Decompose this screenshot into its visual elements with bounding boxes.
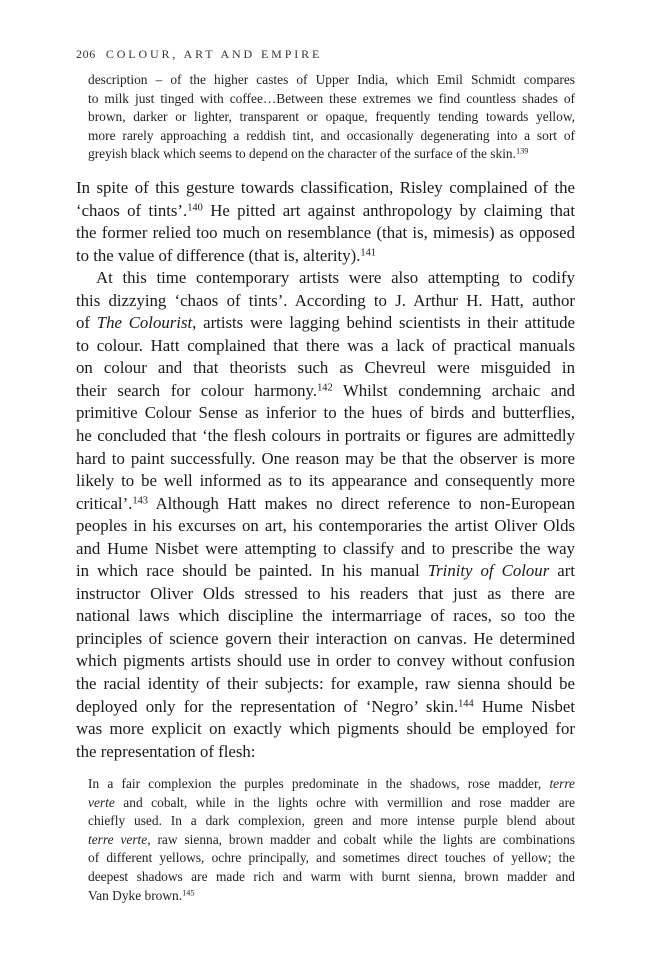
text-line <box>76 380 575 403</box>
text-line: which pigments artists should use in order to convey without confusion <box>76 651 575 671</box>
book-title: Trinity of Colour <box>427 561 550 581</box>
text-line: was more explicit on exactly which pigments should be employed for <box>76 719 575 739</box>
text-run: Although Hatt makes no direct reference to non-European <box>147 493 575 513</box>
footnote-ref: 142 <box>317 382 333 394</box>
italic-term: terre verte <box>88 831 148 847</box>
text-line: peoples in his excurses on art, his contemporaries the artist Oliver Olds <box>76 516 575 536</box>
footnote-ref: 140 <box>187 201 203 213</box>
text-line <box>76 245 575 268</box>
text-run: Van Dyke brown. <box>88 887 183 903</box>
text-run: He pitted art against anthropology by claiming that <box>202 200 575 220</box>
text-run: In a fair complexion the purples predominate in the shadows, rose madder, <box>88 776 550 791</box>
text-run: , artists were lagging behind scientists in their attitude <box>192 313 575 333</box>
quote-line: to milk just tinged with coffee…Between these extremes we find countless shades of <box>88 90 575 106</box>
text-line: the racial identity of their subjects: for example, raw sienna should be <box>76 674 575 694</box>
quote-line: of different yellows, ochre principally, and sometimes direct touches of yellow; the <box>88 850 575 866</box>
block-quote-bottom <box>88 775 575 905</box>
text-line <box>76 493 575 516</box>
paragraph <box>76 267 575 763</box>
footnote-ref: 144 <box>458 697 474 709</box>
quote-line <box>88 794 575 813</box>
text-line: instructor Oliver Olds stressed to his readers that just as there are <box>76 583 575 603</box>
text-run: deployed only for the representation of ‘Negro’ skin. <box>76 696 459 716</box>
text-line: national laws which discipline the intermarriage of races, so too the <box>76 606 575 626</box>
italic-term: terre <box>549 776 575 791</box>
text-line: likely to be well informed as to its appearance and consequently more <box>76 471 575 491</box>
footnote-ref: 141 <box>360 246 376 258</box>
quote-line: deepest shadows are made rich and warm with burnt sienna, brown madder and <box>88 868 575 884</box>
text-line: on colour and that theorists such as Chevreul were misguided in <box>76 358 575 378</box>
text-run: of <box>76 313 97 333</box>
quote-line: brown, darker or lighter, transparent or opaque, frequently tending towards yellow, <box>88 109 575 125</box>
quote-text: greyish black which seems to depend on the character of the surface of the skin. <box>88 146 516 162</box>
text-line <box>76 560 575 583</box>
running-title: COLOUR, ART AND EMPIRE <box>105 47 323 61</box>
quote-line <box>88 831 575 850</box>
text-line: hard to paint successfully. One reason may be that the observer is more <box>76 448 575 468</box>
text-run: ‘chaos of tints’. <box>76 200 188 220</box>
quote-line <box>88 145 575 164</box>
quote-line <box>88 887 575 906</box>
text-run: to the value of difference (that is, alterity). <box>76 245 361 265</box>
paragraph <box>76 177 575 267</box>
text-run: art <box>549 561 575 581</box>
text-line <box>76 696 575 719</box>
body-text <box>76 177 575 763</box>
text-run: Hume Nisbet <box>473 696 575 716</box>
block-quote-top <box>88 71 575 164</box>
text-line <box>76 312 575 335</box>
text-line: the representation of flesh: <box>76 741 256 761</box>
text-line <box>76 200 575 223</box>
quote-line: chiefly used. In a dark complexion, green and more intense purple blend about <box>88 813 575 829</box>
text-line: the former relied too much on resemblance (that is, mimesis) as opposed <box>76 223 575 243</box>
italic-term: verte <box>88 794 115 810</box>
text-run: critical’. <box>76 493 133 513</box>
text-line: primitive Colour Sense as inferior to the hues of birds and butterflies, <box>76 403 575 423</box>
text-run: Whilst condemning archaic and <box>332 380 575 400</box>
text-run: and cobalt, while in the lights ochre with vermillion and rose madder are <box>114 794 575 810</box>
text-run: their search for colour harmony. <box>76 380 318 400</box>
quote-line: description – of the higher castes of Upper India, which Emil Schmidt compares <box>88 72 575 87</box>
quote-line: more rarely approaching a reddish tint, and occasionally degenerating into a sort of <box>88 127 575 143</box>
text-line: In spite of this gesture towards classification, Risley complained of the <box>76 178 575 197</box>
text-line: to colour. Hatt complained that there was a lack of practical manuals <box>76 335 575 355</box>
running-header <box>76 47 322 62</box>
text-line: he concluded that ‘the flesh colours in portraits or figures are admittedly <box>76 426 575 446</box>
text-line: At this time contemporary artists were also attempting to codify <box>96 268 575 288</box>
text-line: this dizzying ‘chaos of tints’. According to J. Arthur H. Hatt, author <box>76 290 575 310</box>
text-run: , raw sienna, brown madder and cobalt while the lights are combinations <box>147 831 575 847</box>
book-title: The Colourist <box>96 313 193 333</box>
footnote-ref: 145 <box>182 888 195 897</box>
footnote-ref: 143 <box>132 494 148 506</box>
quote-line <box>88 775 575 794</box>
text-line: principles of science govern their interaction on canvas. He determined <box>76 628 575 648</box>
footnote-ref: 139 <box>515 146 529 156</box>
page-number: 206 <box>76 47 96 61</box>
text-run: in which race should be painted. In his manual <box>76 561 428 581</box>
text-line: and Hume Nisbet were attempting to classify and to prescribe the way <box>76 538 575 558</box>
